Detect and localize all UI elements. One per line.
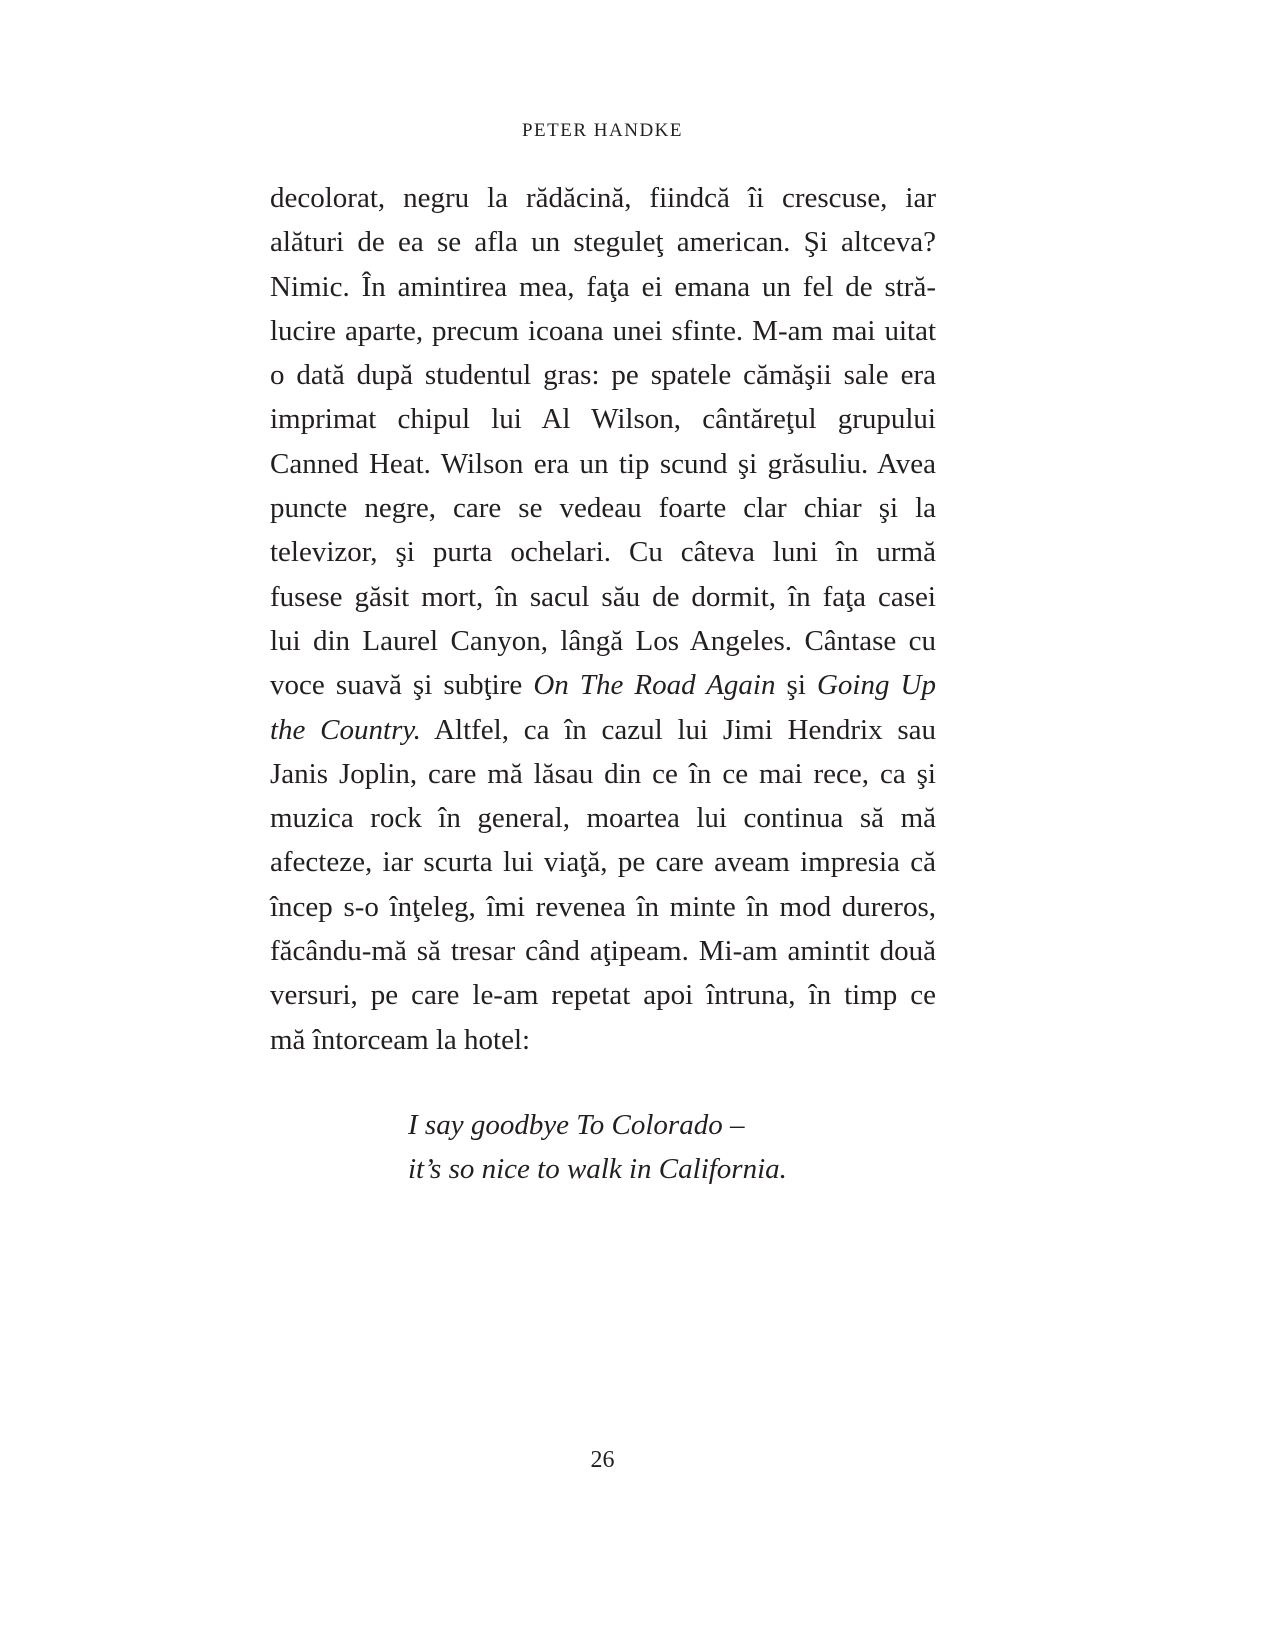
text-line (270, 530, 936, 574)
text-segment: Janis Joplin, care mă lăsau din ce în ce mai rece, ca şi (270, 757, 936, 790)
text-line (270, 486, 936, 530)
text-segment: făcându-mă să tresar când aţipeam. Mi-am amintit două (270, 935, 936, 968)
italic-title: the Country. (270, 713, 421, 746)
text-line (270, 796, 936, 840)
text-segment: încep s-o înţeleg, îmi revenea în minte în mod dureros, (270, 890, 936, 923)
page-number: 26 (590, 1447, 615, 1473)
text-line (270, 840, 936, 884)
text-line (270, 752, 936, 796)
text-segment: voce suavă şi subţire (270, 669, 534, 702)
text-line (270, 1018, 936, 1062)
running-head: PETER HANDKE (521, 120, 684, 141)
text-segment: puncte negre, care se vedeau foarte clar chiar şi la (270, 492, 936, 525)
italic-title: Going Up (816, 669, 937, 702)
text-line (270, 663, 936, 707)
text-line (270, 176, 936, 220)
italic-title: On The Road Again (533, 669, 776, 702)
text-segment: decolorat, negru la rădăcină, fiindcă îi crescuse, iar (270, 182, 936, 214)
text-segment: versuri, pe care le-am repetat apoi întruna, în timp ce (270, 979, 936, 1012)
text-line (270, 220, 936, 264)
text-segment: mă întorceam la hotel: (270, 1023, 531, 1056)
text-segment: şi (775, 669, 817, 702)
text-segment: alături de ea se afla un steguleţ american. Şi altceva? (270, 226, 936, 259)
text-line (270, 309, 936, 353)
text-segment: afecteze, iar scurta lui viaţă, pe care aveam impresia că (270, 846, 936, 879)
text-line (270, 619, 936, 663)
text-segment: lui din Laurel Canyon, lângă Los Angeles. Cântase cu (270, 624, 936, 657)
text-line (270, 885, 936, 929)
text-segment: Nimic. În amintirea mea, faţa ei emana un fel de stră- (270, 270, 936, 303)
text-line (270, 442, 936, 486)
text-line (270, 708, 936, 752)
verse-line: I say goodbye To Colorado – (408, 1109, 745, 1141)
text-line (270, 973, 936, 1017)
text-line (270, 353, 936, 397)
text-segment: muzica rock în general, moartea lui continua să mă (270, 802, 936, 835)
text-segment: fusese găsit mort, în sacul său de dormit, în faţa casei (270, 580, 936, 613)
verse-quote (408, 1103, 787, 1191)
text-segment: lucire aparte, precum icoana unei sfinte. M-am mai uitat (270, 314, 936, 347)
text-line (270, 397, 936, 441)
body-paragraph (270, 176, 936, 1062)
text-segment: o dată după studentul gras: pe spatele cămăşii sale era (270, 359, 936, 392)
text-line (270, 929, 936, 973)
text-segment: Canned Heat. Wilson era un tip scund şi grăsuliu. Avea (270, 447, 936, 480)
text-segment: imprimat chipul lui Al Wilson, cântăreţul grupului (270, 403, 936, 436)
text-segment: televizor, şi purta ochelari. Cu câteva luni în urmă (270, 536, 936, 569)
text-line (270, 265, 936, 309)
verse-line: it’s so nice to walk in California. (408, 1153, 787, 1185)
text-line (270, 575, 936, 619)
text-segment: Altfel, ca în cazul lui Jimi Hendrix sau (420, 713, 936, 746)
